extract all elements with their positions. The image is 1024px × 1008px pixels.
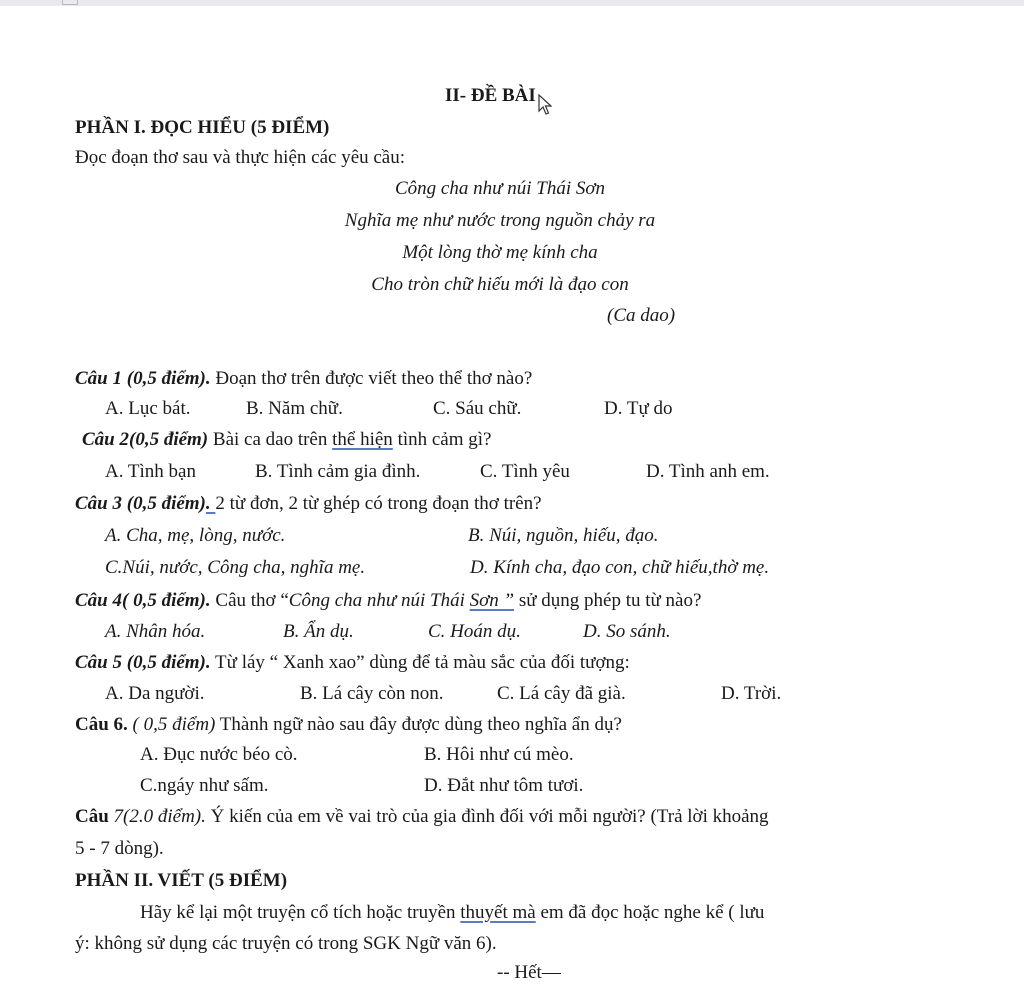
part2-prompt-underlined: thuyết mà: [460, 902, 536, 923]
question-6-text: Thành ngữ nào sau đây được dùng theo nghĩa ẩn dụ?: [215, 714, 622, 735]
mouse-pointer-icon: [538, 94, 552, 116]
part1-instruction: Đọc đoạn thơ sau và thực hiện các yêu cầu:: [75, 147, 406, 168]
window-top-bar: [0, 0, 1024, 6]
q3-option-c: C.Núi, nước, Công cha, nghĩa mẹ.: [105, 557, 366, 578]
part2-prompt-post: em đã đọc hoặc nghe kể ( lưu: [535, 902, 765, 923]
q5-option-d: D. Trời.: [721, 683, 782, 704]
question-7-text: Ý kiến của em về vai trò của gia đình đối với mỗi người? (Trả lời khoảng: [205, 806, 769, 827]
part2-heading: PHẦN II. VIẾT (5 ĐIỂM): [75, 870, 288, 891]
q6-option-c: C.ngáy như sấm.: [140, 775, 269, 796]
q2-option-c: C. Tình yêu: [480, 461, 570, 482]
question-3-label: Câu 3 (0,5 điểm): [75, 493, 206, 514]
question-2: [82, 429, 491, 451]
question-3-label-underlined: .: [205, 493, 216, 514]
question-5: [75, 652, 630, 674]
question-7: [75, 806, 769, 828]
poem-line-3: Một lòng thờ mẹ kính cha: [402, 242, 598, 263]
question-7-points: 7(2.0 điểm).: [108, 806, 206, 827]
part1-heading: PHẦN I. ĐỌC HIỂU (5 ĐIỂM): [75, 117, 330, 138]
question-2-label: Câu 2(0,5 điểm): [82, 429, 209, 450]
question-5-text: Từ láy “ Xanh xao” dùng để tả màu sắc của đối tượng:: [210, 652, 630, 673]
poem-source: (Ca dao): [607, 305, 676, 326]
q4-option-b: B. Ẩn dụ.: [283, 621, 354, 642]
question-6-label: Câu 6.: [75, 714, 128, 735]
part2-prompt-pre: Hãy kể lại một truyện cổ tích hoặc truyền: [140, 902, 461, 923]
question-1-label: Câu 1 (0,5 điểm).: [75, 368, 211, 389]
q2-option-d: D. Tình anh em.: [646, 461, 770, 482]
question-1-text: Đoạn thơ trên được viết theo thể thơ nào?: [210, 368, 533, 389]
q5-option-a: A. Da người.: [105, 683, 205, 704]
question-3: [75, 493, 542, 515]
q2-option-b: B. Tình cảm gia đình.: [255, 461, 421, 482]
q4-option-c: C. Hoán dụ.: [428, 621, 521, 642]
question-6: [75, 714, 622, 736]
question-7-label: Câu: [75, 806, 109, 827]
q5-option-c: C. Lá cây đã già.: [497, 683, 626, 704]
q4-option-a: A. Nhân hóa.: [105, 621, 206, 642]
question-2-text-pre: Bài ca dao trên: [208, 429, 333, 450]
poem-line-2: Nghĩa mẹ như nước trong nguồn chảy ra: [344, 210, 656, 231]
q1-option-d: D. Tự do: [604, 398, 673, 419]
q6-option-a: A. Đục nước béo cò.: [140, 744, 298, 765]
question-4-text-post: sử dụng phép tu từ nào?: [514, 590, 702, 611]
ruler-marker: [62, 0, 78, 5]
question-5-label: Câu 5 (0,5 điểm).: [75, 652, 211, 673]
q5-option-b: B. Lá cây còn non.: [300, 683, 444, 704]
page-title: II- ĐỀ BÀI: [445, 85, 536, 106]
question-4: [75, 590, 701, 612]
question-2-underlined: thể hiện: [332, 429, 393, 450]
q1-option-a: A. Lục bát.: [105, 398, 191, 419]
question-4-quote: Công cha như núi Thái: [288, 590, 470, 611]
q3-option-d: D. Kính cha, đạo con, chữ hiếu,thờ mẹ.: [470, 557, 770, 578]
question-1: [75, 368, 532, 390]
question-7-text-line-2: 5 - 7 dòng).: [75, 838, 164, 859]
q3-option-a: A. Cha, mẹ, lòng, nước.: [105, 525, 286, 546]
q6-option-b: B. Hôi như cú mèo.: [424, 744, 574, 765]
q3-option-b: B. Núi, nguồn, hiếu, đạo.: [468, 525, 659, 546]
question-3-text: 2 từ đơn, 2 từ ghép có trong đoạn thơ trên?: [215, 493, 542, 514]
poem-line-1: Công cha như núi Thái Sơn: [395, 178, 605, 199]
question-2-text-post: tình cảm gì?: [392, 429, 492, 450]
q1-option-b: B. Năm chữ.: [246, 398, 343, 419]
q2-option-a: A. Tình bạn: [105, 461, 196, 482]
q1-option-c: C. Sáu chữ.: [433, 398, 522, 419]
poem-line-4: Cho tròn chữ hiếu mới là đạo con: [371, 274, 629, 295]
q6-option-d: D. Đắt như tôm tươi.: [424, 775, 584, 796]
part2-prompt-line-2: ý: không sử dụng các truyện có trong SGK Ngữ văn 6).: [75, 933, 497, 954]
question-4-quote-underlined: Sơn ”: [469, 590, 515, 611]
question-6-points: ( 0,5 điểm): [127, 714, 216, 735]
question-4-label: Câu 4( 0,5 điểm).: [75, 590, 211, 611]
q4-option-d: D. So sánh.: [583, 621, 671, 642]
question-4-text-pre: Câu thơ “: [210, 590, 289, 611]
part2-prompt: [140, 902, 764, 924]
end-marker: -- Hết—: [497, 962, 561, 983]
